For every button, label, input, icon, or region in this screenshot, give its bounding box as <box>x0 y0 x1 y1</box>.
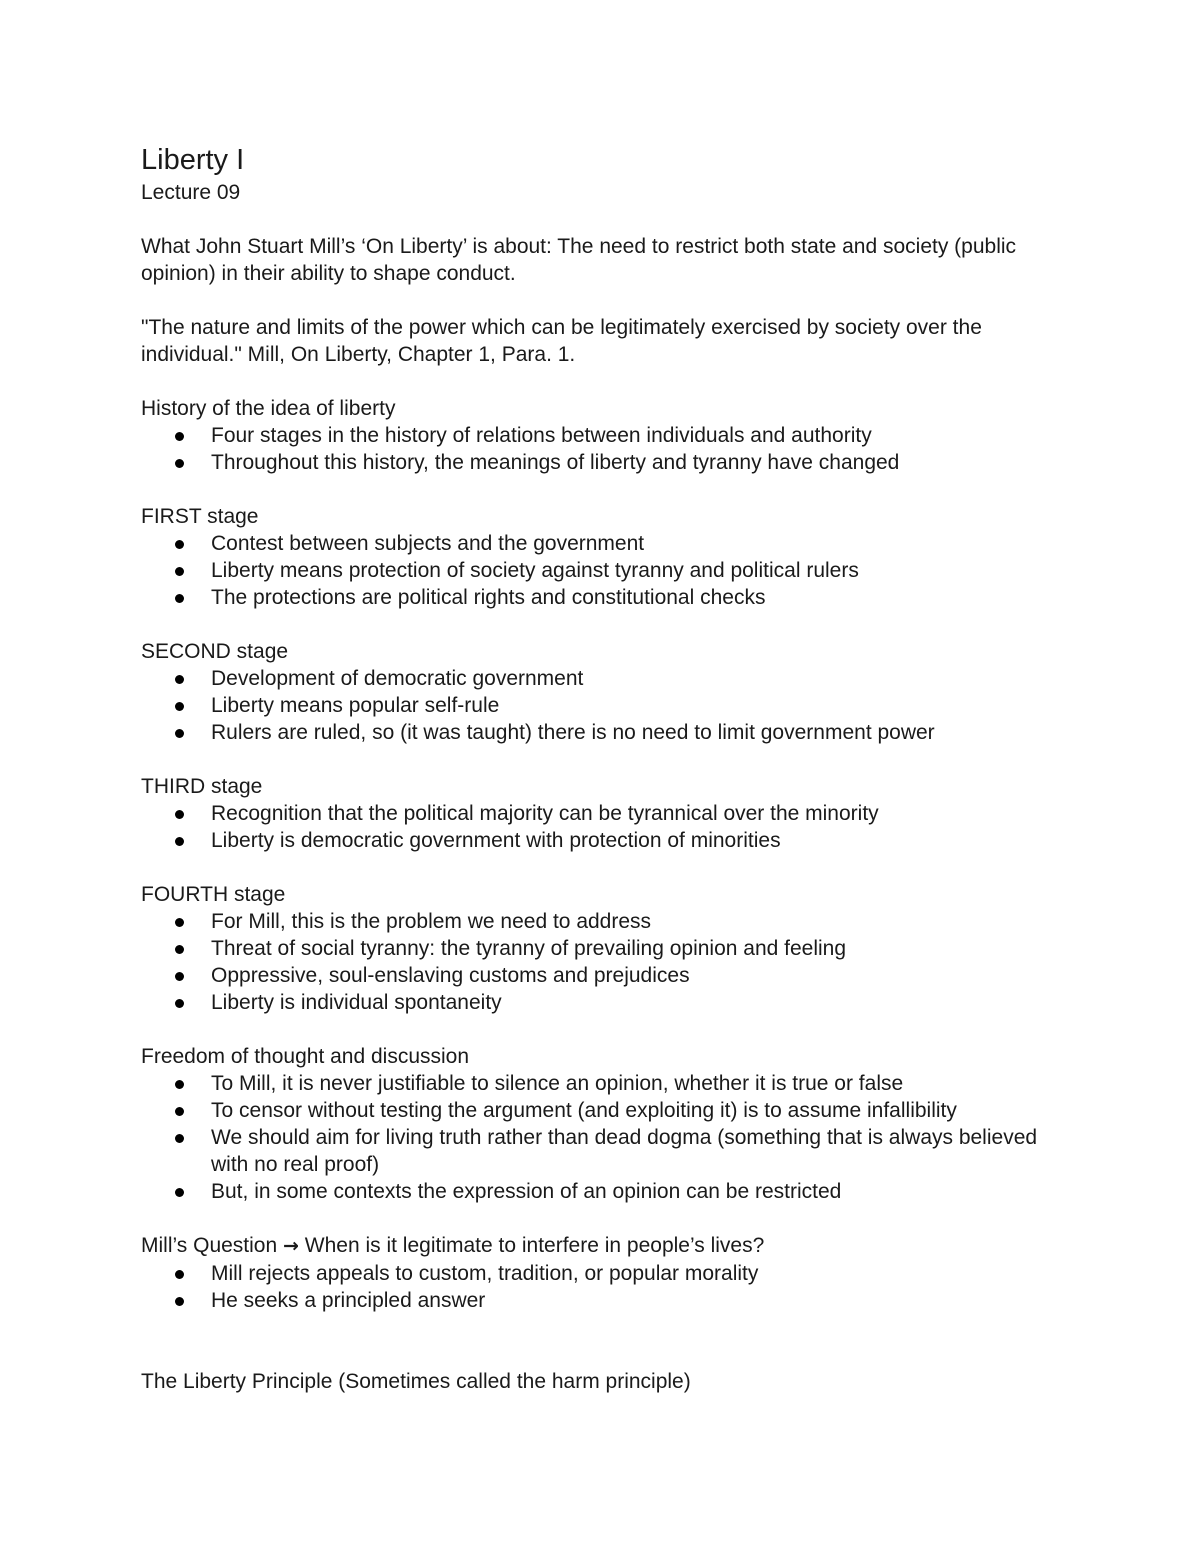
bullet-icon <box>175 459 184 468</box>
intro-paragraph: What John Stuart Mill’s ‘On Liberty’ is about: The need to restrict both state and society (public opinion) in their ability to shape conduct. <box>141 235 1017 285</box>
section-fourth-stage <box>141 881 1061 1016</box>
bullet-icon <box>175 675 184 684</box>
section-heading: Freedom of thought and discussion <box>141 1045 470 1068</box>
list-item <box>141 962 1061 989</box>
section-heading: FOURTH stage <box>141 883 286 906</box>
list-item <box>141 422 1061 449</box>
bullet-icon <box>175 945 184 954</box>
list-item <box>141 584 1061 611</box>
bullet-list <box>141 1070 1061 1205</box>
list-item-text: We should aim for living truth rather than dead dogma (something that is always believed with no real proof) <box>211 1126 1038 1176</box>
list-item-text: Development of democratic government <box>211 667 584 690</box>
bullet-list <box>141 665 1061 746</box>
document-page <box>141 141 1061 1395</box>
list-item-text: Oppressive, soul-enslaving customs and prejudices <box>211 964 690 987</box>
bullet-list <box>141 422 1061 476</box>
list-item <box>141 827 1061 854</box>
list-item-text: Liberty means protection of society against tyranny and political rulers <box>211 559 859 582</box>
section-freedom-of-thought <box>141 1043 1061 1205</box>
list-item <box>141 1287 1061 1314</box>
bullet-icon <box>175 1188 184 1197</box>
section-heading: THIRD stage <box>141 775 263 798</box>
list-item <box>141 665 1061 692</box>
blank-line <box>141 1341 1061 1368</box>
list-item <box>141 719 1061 746</box>
bullet-icon <box>175 432 184 441</box>
section-history <box>141 395 1061 476</box>
lecture-number: Lecture 09 <box>141 181 241 204</box>
bullet-icon <box>175 972 184 981</box>
list-item-text: Liberty is democratic government with protection of minorities <box>211 829 781 852</box>
arrow-right-icon: → <box>283 1235 299 1257</box>
question-lead: Mill’s Question <box>141 1234 278 1257</box>
list-item-text: He seeks a principled answer <box>211 1289 486 1312</box>
bullet-icon <box>175 1134 184 1143</box>
list-item-text: Liberty means popular self-rule <box>211 694 500 717</box>
list-item-text: To Mill, it is never justifiable to silence an opinion, whether it is true or false <box>211 1072 904 1095</box>
bullet-icon <box>175 729 184 738</box>
list-item-text: Recognition that the political majority can be tyrannical over the minority <box>211 802 879 825</box>
bullet-icon <box>175 999 184 1008</box>
list-item <box>141 989 1061 1016</box>
list-item <box>141 692 1061 719</box>
question-text: When is it legitimate to interfere in people’s lives? <box>304 1234 765 1257</box>
list-item <box>141 908 1061 935</box>
list-item <box>141 1097 1061 1124</box>
list-item-text: Four stages in the history of relations between individuals and authority <box>211 424 872 447</box>
list-item-text: Liberty is individual spontaneity <box>211 991 502 1014</box>
list-item-text: For Mill, this is the problem we need to address <box>211 910 652 933</box>
list-item-text: Contest between subjects and the government <box>211 532 645 555</box>
bullet-icon <box>175 1270 184 1279</box>
list-item-text: Threat of social tyranny: the tyranny of prevailing opinion and feeling <box>211 937 847 960</box>
list-item <box>141 1178 1061 1205</box>
liberty-principle-heading: The Liberty Principle (Sometimes called the harm principle) <box>141 1370 691 1393</box>
list-item <box>141 800 1061 827</box>
bullet-list <box>141 800 1061 854</box>
bullet-icon <box>175 594 184 603</box>
list-item-text: But, in some contexts the expression of an opinion can be restricted <box>211 1180 842 1203</box>
bullet-icon <box>175 540 184 549</box>
bullet-icon <box>175 1080 184 1089</box>
bullet-icon <box>175 702 184 711</box>
bullet-icon <box>175 837 184 846</box>
section-heading: History of the idea of liberty <box>141 397 396 420</box>
section-heading: SECOND stage <box>141 640 289 663</box>
section-heading <box>141 1232 1061 1260</box>
list-item <box>141 1124 1061 1178</box>
list-item-text: To censor without testing the argument (and exploiting it) is to assume infallibility <box>211 1099 957 1122</box>
list-item <box>141 557 1061 584</box>
list-item <box>141 1070 1061 1097</box>
list-item-text: Mill rejects appeals to custom, tradition, or popular morality <box>211 1262 759 1285</box>
page-title: Liberty I <box>141 144 245 176</box>
section-first-stage <box>141 503 1061 611</box>
list-item <box>141 530 1061 557</box>
bullet-icon <box>175 1297 184 1306</box>
list-item-text: Throughout this history, the meanings of liberty and tyranny have changed <box>211 451 900 474</box>
list-item <box>141 449 1061 476</box>
quote-paragraph: "The nature and limits of the power which can be legitimately exercised by society over the individual." Mill, On Liberty, Chapter 1, Para. 1. <box>141 316 982 366</box>
bullet-list <box>141 1260 1061 1314</box>
bullet-list <box>141 908 1061 1016</box>
list-item-text: Rulers are ruled, so (it was taught) there is no need to limit government power <box>211 721 935 744</box>
bullet-icon <box>175 810 184 819</box>
section-heading: FIRST stage <box>141 505 259 528</box>
section-second-stage <box>141 638 1061 746</box>
bullet-list <box>141 530 1061 611</box>
list-item-text: The protections are political rights and constitutional checks <box>211 586 766 609</box>
bullet-icon <box>175 567 184 576</box>
section-third-stage <box>141 773 1061 854</box>
list-item <box>141 1260 1061 1287</box>
bullet-icon <box>175 1107 184 1116</box>
list-item <box>141 935 1061 962</box>
section-mills-question <box>141 1232 1061 1314</box>
bullet-icon <box>175 918 184 927</box>
